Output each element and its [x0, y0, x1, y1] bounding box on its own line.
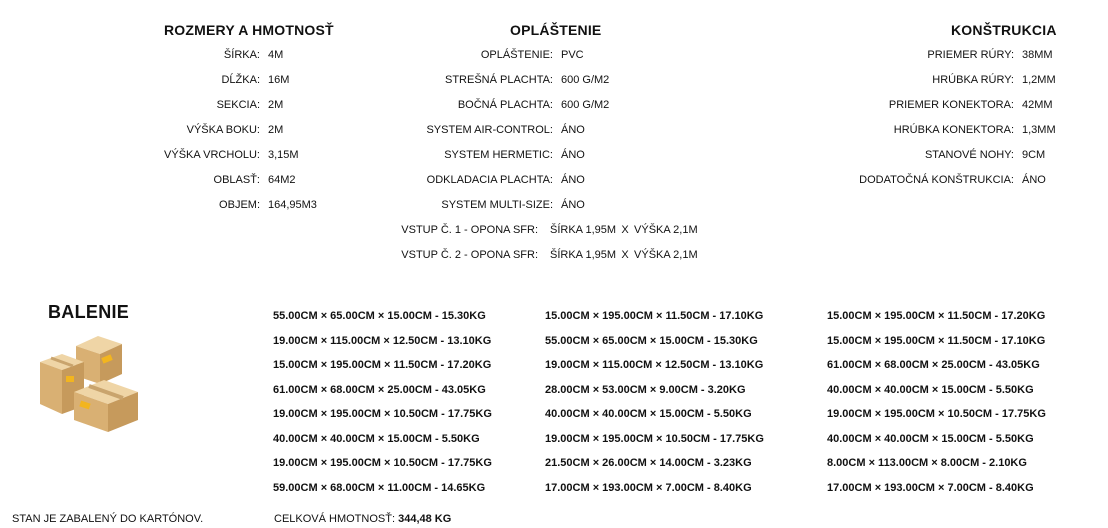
spec-label: OBJEM: [219, 199, 260, 211]
package-item: 19.00CM × 195.00CM × 10.50CM - 17.75KG [273, 408, 492, 420]
spec-label: ŠÍRKA: [223, 49, 260, 61]
spec-label: ODKLADACIA PLACHTA: [426, 174, 553, 186]
spec-value: ÁNO [561, 149, 585, 161]
spec-value: ÁNO [561, 199, 585, 211]
entry-label: VSTUP Č. 1 - OPONA SFR: [401, 224, 538, 236]
section-title-oplastenie: OPLÁŠTENIE [510, 22, 602, 38]
spec-table-konstrukcia [830, 49, 1056, 199]
section-title-konstrukcia: KONŠTRUKCIA [951, 22, 1057, 38]
package-item: 15.00CM × 195.00CM × 11.50CM - 17.10KG [827, 334, 1046, 347]
package-item: 17.00CM × 193.00CM × 7.00CM - 8.40KG [827, 481, 1034, 494]
spec-row [380, 149, 609, 174]
spec-value: 38MM [1022, 49, 1053, 61]
spec-value: 2M [268, 124, 284, 136]
spec-label: HRÚBKA RÚRY: [932, 74, 1014, 86]
package-column-2 [545, 310, 764, 506]
package-item: 28.00CM × 53.00CM × 9.00CM - 3.20KG [545, 383, 746, 396]
package-item: 19.00CM × 195.00CM × 10.50CM - 17.75KG [545, 432, 764, 445]
spec-table-rozmery [100, 49, 317, 224]
balenie-title: BALENIE [48, 302, 130, 322]
spec-row [380, 99, 609, 124]
package-item: 55.00CM × 65.00CM × 15.00CM - 15.30KG [545, 334, 758, 347]
package-item: 19.00CM × 195.00CM × 10.50CM - 17.75KG [273, 457, 492, 469]
spec-label: VÝŠKA BOKU: [186, 124, 260, 136]
spec-value: PVC [561, 49, 584, 61]
package-item: 19.00CM × 115.00CM × 12.50CM - 13.10KG [545, 359, 764, 371]
spec-label: PRIEMER RÚRY: [927, 49, 1014, 61]
spec-value: ÁNO [561, 174, 585, 186]
entry-separator: X [621, 224, 629, 236]
spec-label: DODATOČNÁ KONŠTRUKCIA: [859, 174, 1014, 186]
package-column-3 [827, 310, 1046, 506]
package-item: 40.00CM × 40.00CM × 15.00CM - 5.50KG [273, 432, 480, 445]
spec-label: PRIEMER KONEKTORA: [888, 99, 1014, 111]
packing-note: STAN JE ZABALENÝ DO KARTÓNOV. [12, 513, 204, 525]
package-item: 8.00CM × 113.00CM × 8.00CM - 2.10KG [827, 457, 1027, 469]
package-item: 19.00CM × 195.00CM × 10.50CM - 17.75KG [827, 408, 1046, 420]
spec-value: 164,95M3 [268, 199, 317, 211]
section-title-rozmery: ROZMERY A HMOTNOSŤ [164, 22, 334, 38]
package-item: 59.00CM × 68.00CM × 11.00CM - 14.65KG [273, 481, 486, 494]
spec-value: 42MM [1022, 99, 1053, 111]
package-item: 15.00CM × 195.00CM × 11.50CM - 17.20KG [273, 359, 492, 371]
spec-row [100, 149, 317, 174]
cardboard-boxes-icon [36, 332, 146, 434]
spec-label: OBLASŤ: [213, 174, 260, 186]
spec-label: DĹŽKA: [221, 74, 260, 86]
package-item: 40.00CM × 40.00CM × 15.00CM - 5.50KG [827, 383, 1034, 396]
spec-value: 9CM [1022, 149, 1046, 161]
spec-row [380, 174, 609, 199]
package-item: 21.50CM × 26.00CM × 14.00CM - 3.23KG [545, 457, 752, 469]
total-weight [274, 513, 451, 525]
spec-row [100, 174, 317, 199]
spec-label: SYSTEM AIR-CONTROL: [426, 124, 553, 136]
spec-row [830, 49, 1056, 74]
spec-row [380, 124, 609, 149]
spec-label: VÝŠKA VRCHOLU: [164, 149, 260, 161]
package-item: 19.00CM × 115.00CM × 12.50CM - 13.10KG [273, 334, 492, 347]
spec-value: 3,15M [268, 149, 299, 161]
spec-row [830, 74, 1056, 99]
spec-label: BOČNÁ PLACHTA: [457, 99, 553, 111]
spec-value: ÁNO [561, 124, 585, 136]
total-weight-value: 344,48 KG [398, 513, 452, 525]
spec-value: 64M2 [268, 174, 296, 186]
entry-label: VSTUP Č. 2 - OPONA SFR: [401, 249, 538, 261]
spec-row [380, 199, 609, 224]
spec-value: 1,3MM [1022, 124, 1056, 136]
spec-label: STREŠNÁ PLACHTA: [445, 74, 553, 86]
entry-separator: X [621, 249, 629, 261]
entry-width: ŠÍRKA 1,95M [550, 224, 617, 236]
spec-row [380, 74, 609, 99]
entry-row [400, 249, 698, 274]
package-item: 40.00CM × 40.00CM × 15.00CM - 5.50KG [827, 432, 1034, 445]
spec-row [830, 124, 1056, 149]
spec-table-oplastenie [380, 49, 609, 224]
entry-table [400, 224, 698, 274]
spec-row [830, 99, 1056, 124]
spec-row [100, 49, 317, 74]
spec-row [830, 149, 1056, 174]
spec-label: SYSTEM HERMETIC: [444, 149, 553, 161]
spec-label: HRÚBKA KONEKTORA: [893, 124, 1014, 136]
spec-value: 1,2MM [1022, 74, 1056, 86]
spec-label: SEKCIA: [216, 99, 260, 111]
spec-value: 4M [268, 49, 284, 61]
total-weight-label: CELKOVÁ HMOTNOSŤ: [274, 513, 396, 525]
package-column-1 [273, 310, 492, 506]
spec-row [100, 199, 317, 224]
spec-value: 16M [268, 74, 290, 86]
spec-value: 600 G/M2 [561, 99, 610, 111]
package-item: 40.00CM × 40.00CM × 15.00CM - 5.50KG [545, 408, 752, 420]
package-item: 61.00CM × 68.00CM × 25.00CM - 43.05KG [273, 383, 486, 396]
entry-width: ŠÍRKA 1,95M [550, 249, 617, 261]
spec-value: ÁNO [1022, 174, 1046, 186]
spec-row [100, 99, 317, 124]
spec-row [100, 124, 317, 149]
package-item: 15.00CM × 195.00CM × 11.50CM - 17.10KG [545, 310, 764, 322]
spec-label: OPLÁŠTENIE: [480, 49, 553, 61]
spec-label: SYSTEM MULTI-SIZE: [441, 199, 553, 211]
package-item: 55.00CM × 65.00CM × 15.00CM - 15.30KG [273, 310, 486, 322]
entry-height: VÝŠKA 2,1M [634, 224, 698, 236]
package-item: 61.00CM × 68.00CM × 25.00CM - 43.05KG [827, 359, 1040, 371]
package-item: 17.00CM × 193.00CM × 7.00CM - 8.40KG [545, 481, 752, 494]
entry-row [400, 224, 698, 249]
spec-value: 600 G/M2 [561, 74, 610, 86]
package-item: 15.00CM × 195.00CM × 11.50CM - 17.20KG [827, 310, 1046, 322]
spec-row [100, 74, 317, 99]
entry-height: VÝŠKA 2,1M [634, 249, 698, 261]
spec-row [830, 174, 1056, 199]
spec-value: 2M [268, 99, 284, 111]
spec-row [380, 49, 609, 74]
spec-label: STANOVÉ NOHY: [924, 149, 1014, 161]
